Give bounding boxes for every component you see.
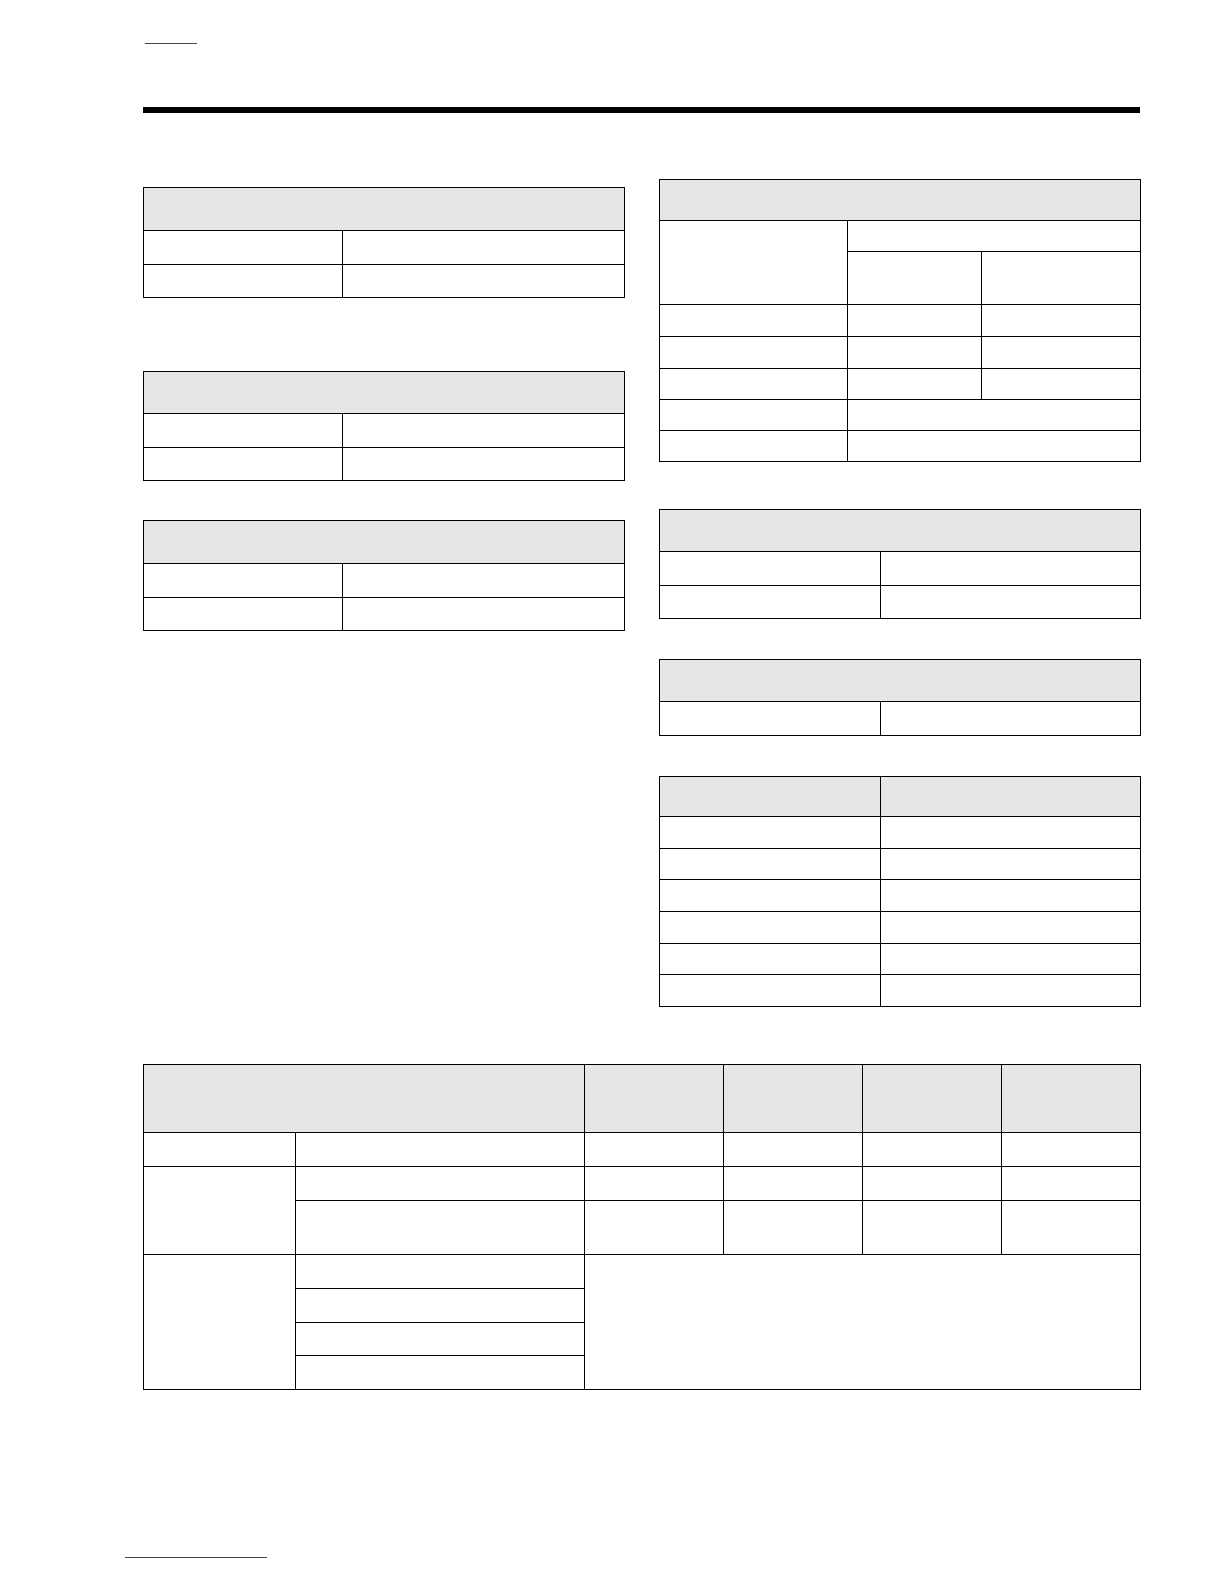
table-cell	[881, 817, 1141, 849]
merged-note-cell	[585, 1255, 1141, 1390]
bottom-table	[143, 1064, 1141, 1390]
table-cell	[585, 1167, 724, 1201]
table-cell	[881, 702, 1141, 736]
table-cell	[881, 975, 1141, 1007]
column-header	[144, 1065, 585, 1133]
table-cell	[144, 265, 343, 298]
column-header	[660, 777, 881, 817]
left-table-3	[143, 520, 625, 631]
table-cell	[881, 586, 1141, 619]
table-cell	[1002, 1133, 1141, 1167]
table-cell	[343, 231, 625, 265]
table-cell	[660, 849, 881, 880]
table-cell	[724, 1167, 863, 1201]
sub-header	[848, 252, 982, 305]
table-cell	[144, 414, 343, 448]
table-cell	[660, 586, 881, 619]
group-label	[144, 1255, 296, 1390]
table-cell	[296, 1356, 585, 1390]
group-header	[848, 221, 1141, 252]
column-header	[863, 1065, 1002, 1133]
table-cell	[724, 1133, 863, 1167]
table-cell	[660, 431, 848, 462]
table-cell	[660, 880, 881, 912]
table-cell	[296, 1167, 585, 1201]
group-label	[144, 1133, 296, 1167]
table-cell	[848, 305, 982, 337]
table-cell	[660, 944, 881, 975]
table-cell	[296, 1255, 585, 1289]
table-cell	[296, 1289, 585, 1323]
table-cell	[982, 369, 1141, 400]
table-cell	[881, 880, 1141, 912]
top-link-underline[interactable]	[145, 43, 197, 44]
table-cell	[343, 598, 625, 631]
row-label-header	[660, 221, 848, 305]
table-cell	[296, 1323, 585, 1356]
table-cell	[660, 305, 848, 337]
sub-header	[982, 252, 1141, 305]
right-table-1	[659, 179, 1141, 462]
table-cell	[1002, 1167, 1141, 1201]
bottom-link-underline[interactable]	[125, 1557, 267, 1558]
table-cell	[863, 1167, 1002, 1201]
table-cell	[1002, 1201, 1141, 1255]
left-table-2	[143, 371, 625, 481]
table-cell	[724, 1201, 863, 1255]
table-cell	[982, 305, 1141, 337]
column-header	[881, 777, 1141, 817]
table-cell	[144, 598, 343, 631]
table-cell	[585, 1201, 724, 1255]
table-cell	[660, 912, 881, 944]
table-cell	[585, 1133, 724, 1167]
header-rule	[143, 107, 1140, 113]
table-cell	[144, 564, 343, 598]
table-header	[144, 188, 625, 231]
table-cell	[343, 448, 625, 481]
table-cell	[660, 552, 881, 586]
table-cell	[144, 448, 343, 481]
table-cell	[881, 552, 1141, 586]
table-header	[144, 372, 625, 414]
table-cell	[881, 912, 1141, 944]
table-cell	[343, 414, 625, 448]
table-cell	[848, 400, 1141, 431]
table-header	[660, 510, 1141, 552]
column-header	[585, 1065, 724, 1133]
table-cell	[660, 702, 881, 736]
column-header	[724, 1065, 863, 1133]
table-cell	[660, 975, 881, 1007]
table-cell	[881, 944, 1141, 975]
right-table-3	[659, 659, 1141, 736]
table-header	[144, 521, 625, 564]
table-header	[660, 180, 1141, 221]
table-cell	[660, 369, 848, 400]
table-cell	[343, 564, 625, 598]
table-cell	[343, 265, 625, 298]
table-cell	[660, 400, 848, 431]
table-cell	[881, 849, 1141, 880]
table-cell	[863, 1133, 1002, 1167]
table-cell	[848, 369, 982, 400]
table-cell	[848, 337, 982, 369]
table-cell	[982, 337, 1141, 369]
table-cell	[144, 231, 343, 265]
table-cell	[848, 431, 1141, 462]
right-table-4	[659, 776, 1141, 1007]
table-cell	[296, 1133, 585, 1167]
table-cell	[660, 337, 848, 369]
group-label	[144, 1167, 296, 1255]
table-cell	[296, 1201, 585, 1255]
table-cell	[863, 1201, 1002, 1255]
column-header	[1002, 1065, 1141, 1133]
table-cell	[660, 817, 881, 849]
left-table-1	[143, 187, 625, 298]
right-table-2	[659, 509, 1141, 619]
table-header	[660, 660, 1141, 702]
